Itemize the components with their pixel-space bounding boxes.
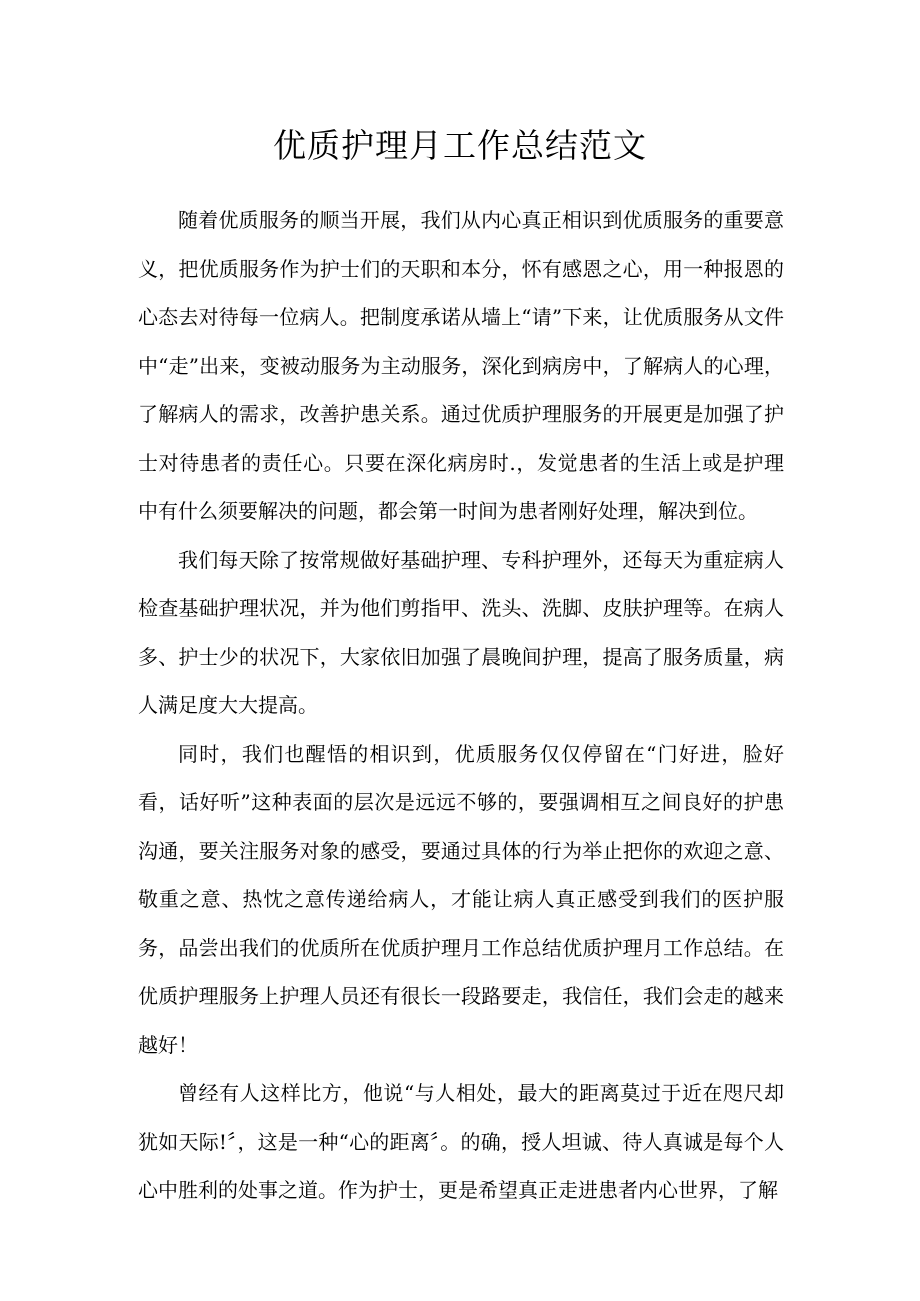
paragraph: 同时，我们也醒悟的相识到，优质服务仅仅停留在“门好进，脸好看，话好听”这种表面的层次是远远不够的，要强调相互之间良好的护患沟通，要关注服务对象的感受，要通过具体的行为举止把你的欢迎之意、敬重之意、热忱之意传递给病人，才能让病人真正感受到我们的医护服务，品尝出我们的优质所在优质护理月工作总结优质护理月工作总结。在优质护理服务上护理人员还有很长一段路要走，我信任，我们会走的越来越好！	[138, 741, 784, 1057]
paragraph: 曾经有人这样比方，他说“与人相处，最大的距离莫过于近在咫尺却犹如天际!〞，这是一种“心的距离〞。的确，授人坦诚、待人真诚是每个人心中胜利的处事之道。作为护士，更是希望真正走进患者内心世界，了解	[138, 1081, 784, 1202]
paragraph: 我们每天除了按常规做好基础护理、专科护理外，还每天为重症病人检查基础护理状况，并为他们剪指甲、洗头、洗脚、皮肤护理等。在病人多、护士少的状况下，大家依旧加强了晨晚间护理，提高了服务质量，病人满足度大大提高。	[138, 547, 784, 717]
document-title: 优质护理月工作总结范文	[273, 126, 647, 165]
document-body	[138, 196, 784, 1215]
paragraph: 随着优质服务的顺当开展，我们从内心真正相识到优质服务的重要意义，把优质服务作为护士们的天职和本分，怀有感恩之心，用一种报恩的心态去对待每一位病人。把制度承诺从墙上“请”下来，让优质服务从文件中“走”出来，变被动服务为主动服务，深化到病房中，了解病人的心理，了解病人的需求，改善护患关系。通过优质护理服务的开展更是加强了护士对待患者的责任心。只要在深化病房时.，发觉患者的生活上或是护理中有什么须要解决的问题，都会第一时间为患者刚好处理，解决到位。	[138, 208, 784, 523]
